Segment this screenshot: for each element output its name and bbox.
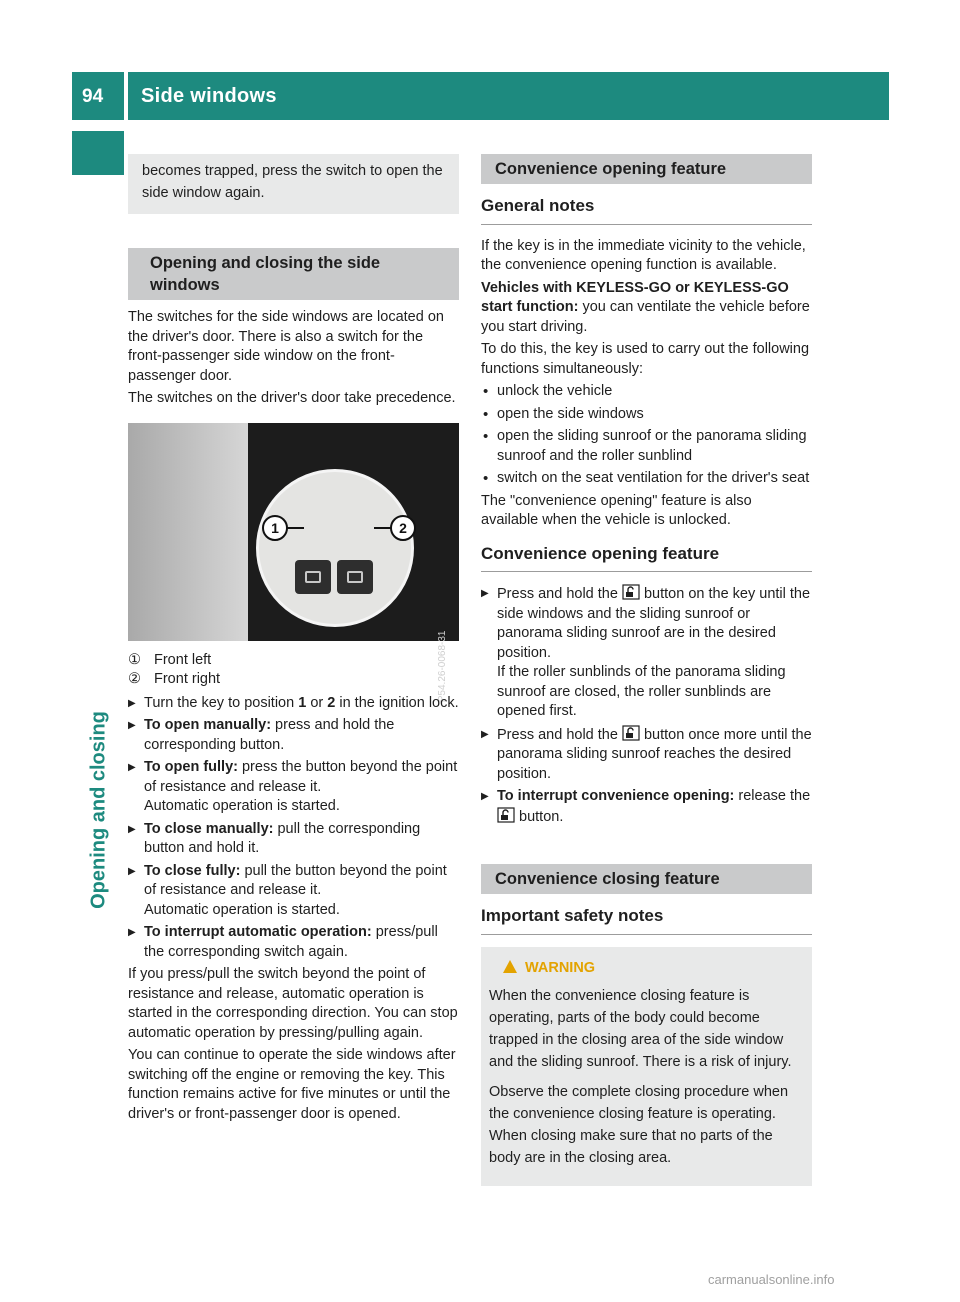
paragraph: You can continue to operate the side windows after switching off the engine or removing the key. This function remains active for five minutes or until the driver's or front-passenger door is opened. bbox=[128, 1047, 456, 1122]
paragraph: If the key is in the immediate vicinity to the vehicle, the convenience opening function is available. bbox=[481, 237, 806, 273]
section-heading-opening-closing: Opening and closing the side windows bbox=[128, 248, 459, 300]
paragraph: If you press/pull the switch beyond the point of resistance and release, automatic operation is started in the corresponding direction. You can stop automatic operation by pressing/pulling again. bbox=[128, 966, 458, 1041]
front-right-switch bbox=[337, 560, 373, 594]
unlock-icon bbox=[622, 725, 640, 741]
caption-item: ① Front left bbox=[128, 651, 212, 668]
instruction-step: ▶ To close fully: pull the button beyond the point of resistance and release it. Automatic operation is started. bbox=[128, 862, 459, 921]
instruction-step: ▶ Turn the key to position 1 or 2 in the ignition lock. bbox=[128, 694, 459, 714]
switch-closeup bbox=[256, 469, 414, 627]
subheading-convenience-opening: Convenience opening feature bbox=[481, 534, 812, 573]
instruction-step: ▶ To interrupt automatic operation: press/pull the corresponding switch again. bbox=[128, 923, 459, 962]
chapter-tab bbox=[72, 131, 124, 175]
warning-text: When the convenience closing feature is operating, parts of the body could become trapped in the closing area of the side window and the sliding sunroof. There is a risk of injury. bbox=[489, 987, 792, 1070]
right-column bbox=[481, 154, 812, 1186]
door-panel-image bbox=[128, 423, 248, 641]
subheading-general-notes: General notes bbox=[481, 184, 812, 225]
instruction-step: ▶ Press and hold the button on the key until the side windows and the sliding sunroof or panorama sliding sunroof are in the desired position. If the roller sunblinds of the panorama sliding sunroof are closed, the roller sunblinds are opened first. bbox=[481, 584, 812, 722]
page-title: Side windows bbox=[141, 85, 277, 107]
instruction-step: ▶ Press and hold the button once more until the panorama sliding sunroof reaches the desired position. bbox=[481, 725, 812, 785]
warning-title: WARNING bbox=[503, 957, 804, 979]
list-item: • open the side windows bbox=[481, 405, 812, 425]
unlock-icon bbox=[497, 807, 515, 823]
paragraph: To do this, the key is used to carry out the following functions simultaneously: bbox=[481, 341, 810, 377]
callout-2: 2 bbox=[390, 515, 416, 541]
left-column bbox=[128, 154, 459, 1127]
paragraph: The switches for the side windows are located on the driver's door. There is also a switch for the front-passenger side window on the front-passenger door. bbox=[128, 309, 444, 384]
instruction-step: ▶ To open manually: press and hold the corresponding button. bbox=[128, 716, 459, 755]
footer-watermark: carmanualsonline.info bbox=[708, 1272, 835, 1287]
instruction-step: ▶ To close manually: pull the corresponding button and hold it. bbox=[128, 820, 459, 859]
front-left-switch bbox=[295, 560, 331, 594]
continued-box: becomes trapped, press the switch to open the side window again. bbox=[128, 154, 459, 214]
section-heading-convenience-closing: Convenience closing feature bbox=[481, 864, 812, 894]
instruction-step: ▶ To open fully: press the button beyond the point of resistance and release it. Automatic operation is started. bbox=[128, 758, 459, 817]
section-heading-convenience-opening: Convenience opening feature bbox=[481, 154, 812, 184]
paragraph: The "convenience opening" feature is also available when the vehicle is unlocked. bbox=[481, 492, 752, 528]
list-item: • open the sliding sunroof or the panorama sliding sunroof and the roller sunblind bbox=[481, 427, 812, 466]
caption-item: ② Front right bbox=[128, 671, 221, 687]
subheading-safety-notes: Important safety notes bbox=[481, 894, 812, 935]
callout-1: 1 bbox=[262, 515, 288, 541]
page-number: 94 bbox=[82, 86, 104, 107]
figure-code: P54.26-0068-31 bbox=[437, 630, 449, 703]
list-item: • unlock the vehicle bbox=[481, 382, 812, 402]
unlock-icon bbox=[622, 584, 640, 600]
warning-icon bbox=[503, 960, 517, 973]
warning-text: Observe the complete closing procedure when the convenience closing feature is operating. When closing make sure that no parts of the body are in the closing area. bbox=[489, 1083, 789, 1166]
paragraph: The switches on the driver's door take precedence. bbox=[128, 390, 456, 406]
list-item: • switch on the seat ventilation for the driver's seat bbox=[481, 469, 812, 489]
chapter-label: Opening and closing bbox=[87, 711, 110, 909]
instruction-step: ▶ To interrupt convenience opening: release the button. bbox=[481, 787, 812, 827]
warning-box bbox=[481, 947, 812, 1186]
paragraph: Vehicles with KEYLESS-GO or KEYLESS-GO start function: you can ventilate the vehicle before you start driving. bbox=[481, 279, 810, 335]
header-divider bbox=[124, 72, 128, 120]
